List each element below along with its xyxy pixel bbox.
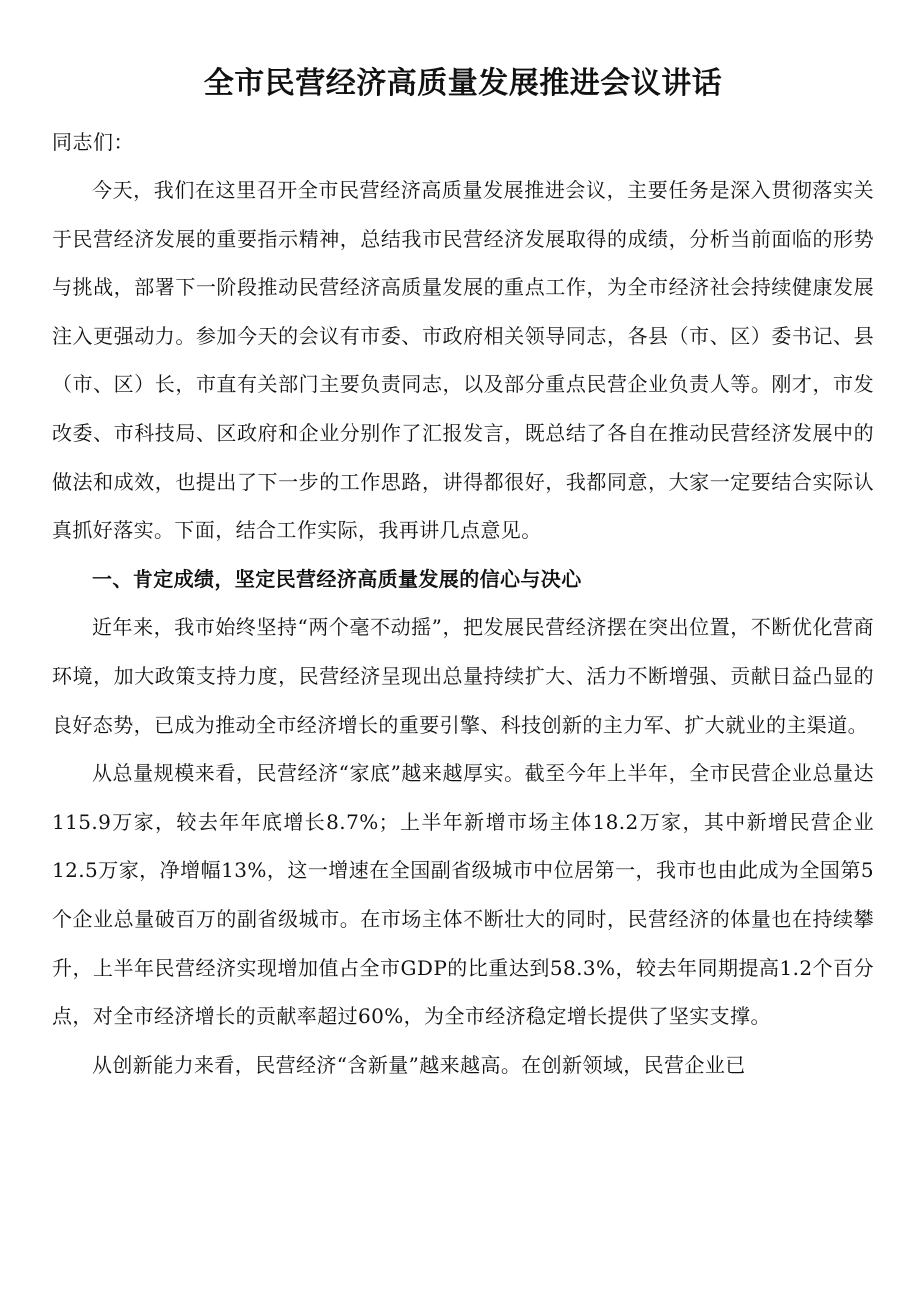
section-paragraph-3: 从创新能力来看，民营经济“含新量”越来越高。在创新领域，民营企业已 <box>92 1052 746 1077</box>
section-paragraph-2: 从总量规模来看，民营经济“家底”越来越厚实。截至今年上半年，全市民营企业总量达115.9万家，较去年年底增长8.7%；上半年新增市场主体18.2万家，其中新增民营企业12.5万家，净增幅13%，这一增速在全国副省级城市中位居第一，我市也由此成为全国第5个企业总量破百万的副省级城市。在市场主体不断壮大的同时，民营经济的体量也在持续攀升，上半年民营经济实现增加值占全市GDP的比重达到58.3%，较去年同期提高1.2个百分点，对全市经济增长的贡献率超过60%，为全市经济稳定增长提供了坚实支撑。 <box>52 761 874 1029</box>
document-page <box>52 0 874 1089</box>
section-paragraph-1: 近年来，我市始终坚持“两个毫不动摇”，把发展民营经济摆在突出位置，不断优化营商环境，加大政策支持力度，民营经济呈现出总量持续扩大、活力不断增强、贡献日益凸显的良好态势，已成为推动全市经济增长的重要引擎、科技创新的主力军、扩大就业的主渠道。 <box>52 615 874 737</box>
intro-paragraph: 今天，我们在这里召开全市民营经济高质量发展推进会议，主要任务是深入贯彻落实关于民营经济发展的重要指示精神，总结我市民营经济发展取得的成绩，分析当前面临的形势与挑战，部署下一阶段推动民营经济高质量发展的重点工作，为全市经济社会持续健康发展注入更强动力。参加今天的会议有市委、市政府相关领导同志，各县（市、区）委书记、县（市、区）长，市直有关部门主要负责同志，以及部分重点民营企业负责人等。刚才，市发改委、市科技局、区政府和企业分别作了汇报发言，既总结了各自在推动民营经济发展中的做法和成效，也提出了下一步的工作思路，讲得都很好，我都同意，大家一定要结合实际认真抓好落实。下面，结合工作实际，我再讲几点意见。 <box>52 178 874 543</box>
salutation: 同志们： <box>52 130 134 154</box>
document-title: 全市民营经济高质量发展推进会议讲话 <box>203 66 723 101</box>
section-heading: 一、肯定成绩，坚定民营经济高质量发展的信心与决心 <box>92 566 582 591</box>
